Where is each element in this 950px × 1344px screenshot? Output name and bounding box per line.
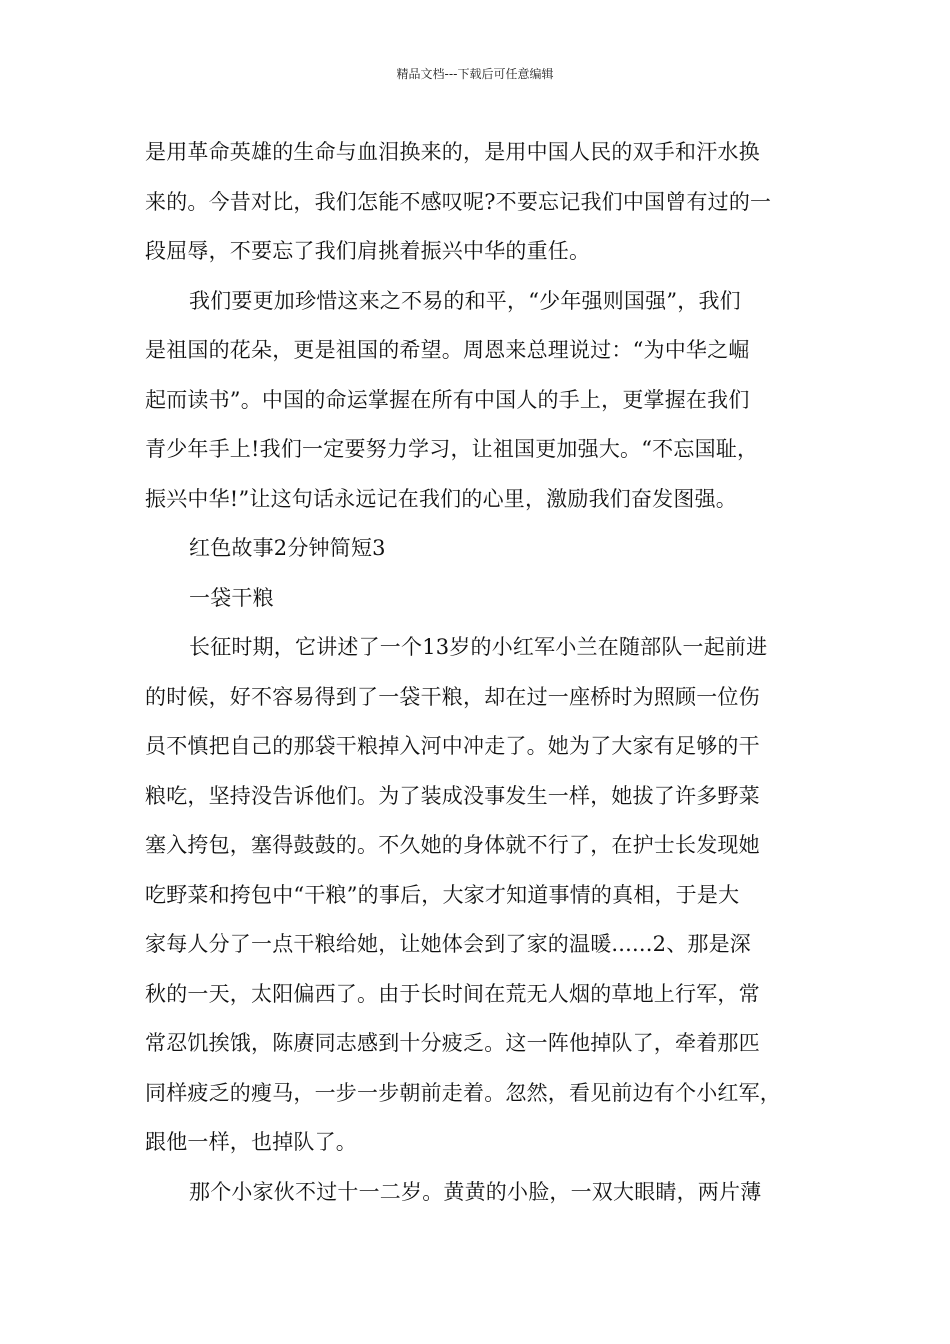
text-line: 振兴中华!”让这句话永远记在我们的心里，激励我们奋发图强。: [145, 486, 737, 511]
text-line: 青少年手上!我们一定要努力学习，让祖国更加强大。“不忘国耻，: [145, 437, 759, 461]
text-line: 粮吃，坚持没告诉他们。为了装成没事发生一样，她拔了许多野菜: [145, 783, 760, 808]
text-line: 那个小家伙不过十一二岁。黄黄的小脸，一双大眼睛，两片薄: [189, 1179, 762, 1204]
text-line: 一袋干粮: [189, 585, 274, 610]
document-body: [145, 128, 810, 1217]
text-line: 是祖国的花朵，更是祖国的希望。周恩来总理说过：“为中华之崛: [145, 338, 750, 362]
text-line: 同样疲乏的瘦马，一步一步朝前走着。忽然，看见前边有个小红军，: [145, 1080, 781, 1105]
page-header: 精品文档---下载后可任意编辑: [396, 67, 554, 81]
text-line: 的时候，好不容易得到了一袋干粮，却在过一座桥时为照顾一位伤: [145, 684, 760, 709]
text-line: 来的。今昔对比，我们怎能不感叹呢?不要忘记我们中国曾有过的一: [145, 189, 772, 214]
paragraph: [145, 1168, 810, 1218]
text-line: 红色故事2分钟简短3: [189, 536, 386, 560]
text-line: 吃野菜和挎包中“干粮”的事后，大家才知道事情的真相，于是大: [145, 882, 740, 907]
text-line: 员不慎把自己的那袋干粮掉入河中冲走了。她为了大家有足够的干: [145, 734, 760, 758]
text-line: 是用革命英雄的生命与血泪换来的，是用中国人民的双手和汗水换: [145, 140, 760, 164]
paragraph: [145, 623, 810, 1168]
text-line: 塞入挎包，塞得鼓鼓的。不久她的身体就不行了，在护士长发现她: [145, 833, 760, 857]
text-line: 秋的一天，太阳偏西了。由于长时间在荒无人烟的草地上行军，常: [145, 981, 760, 1006]
story-title: [145, 574, 810, 624]
section-heading: [145, 524, 810, 574]
text-line: 长征时期，它讲述了一个13岁的小红军小兰在随部队一起前进: [189, 635, 768, 659]
text-line: 段屈辱，不要忘了我们肩挑着振兴中华的重任。: [145, 239, 591, 263]
paragraph: [145, 277, 810, 525]
text-line: 我们要更加珍惜这来之不易的和平，“少年强则国强”，我们: [189, 288, 741, 313]
text-line: 常忍饥挨饿，陈赓同志感到十分疲乏。这一阵他掉队了，牵着那匹: [145, 1031, 760, 1055]
paragraph: [145, 128, 810, 277]
text-line: 家每人分了一点干粮给她，让她体会到了家的温暖......2、那是深: [145, 932, 752, 956]
text-line: 跟他一样，也掉队了。: [145, 1130, 357, 1154]
text-line: 起而读书”。中国的命运掌握在所有中国人的手上，更掌握在我们: [145, 387, 750, 412]
